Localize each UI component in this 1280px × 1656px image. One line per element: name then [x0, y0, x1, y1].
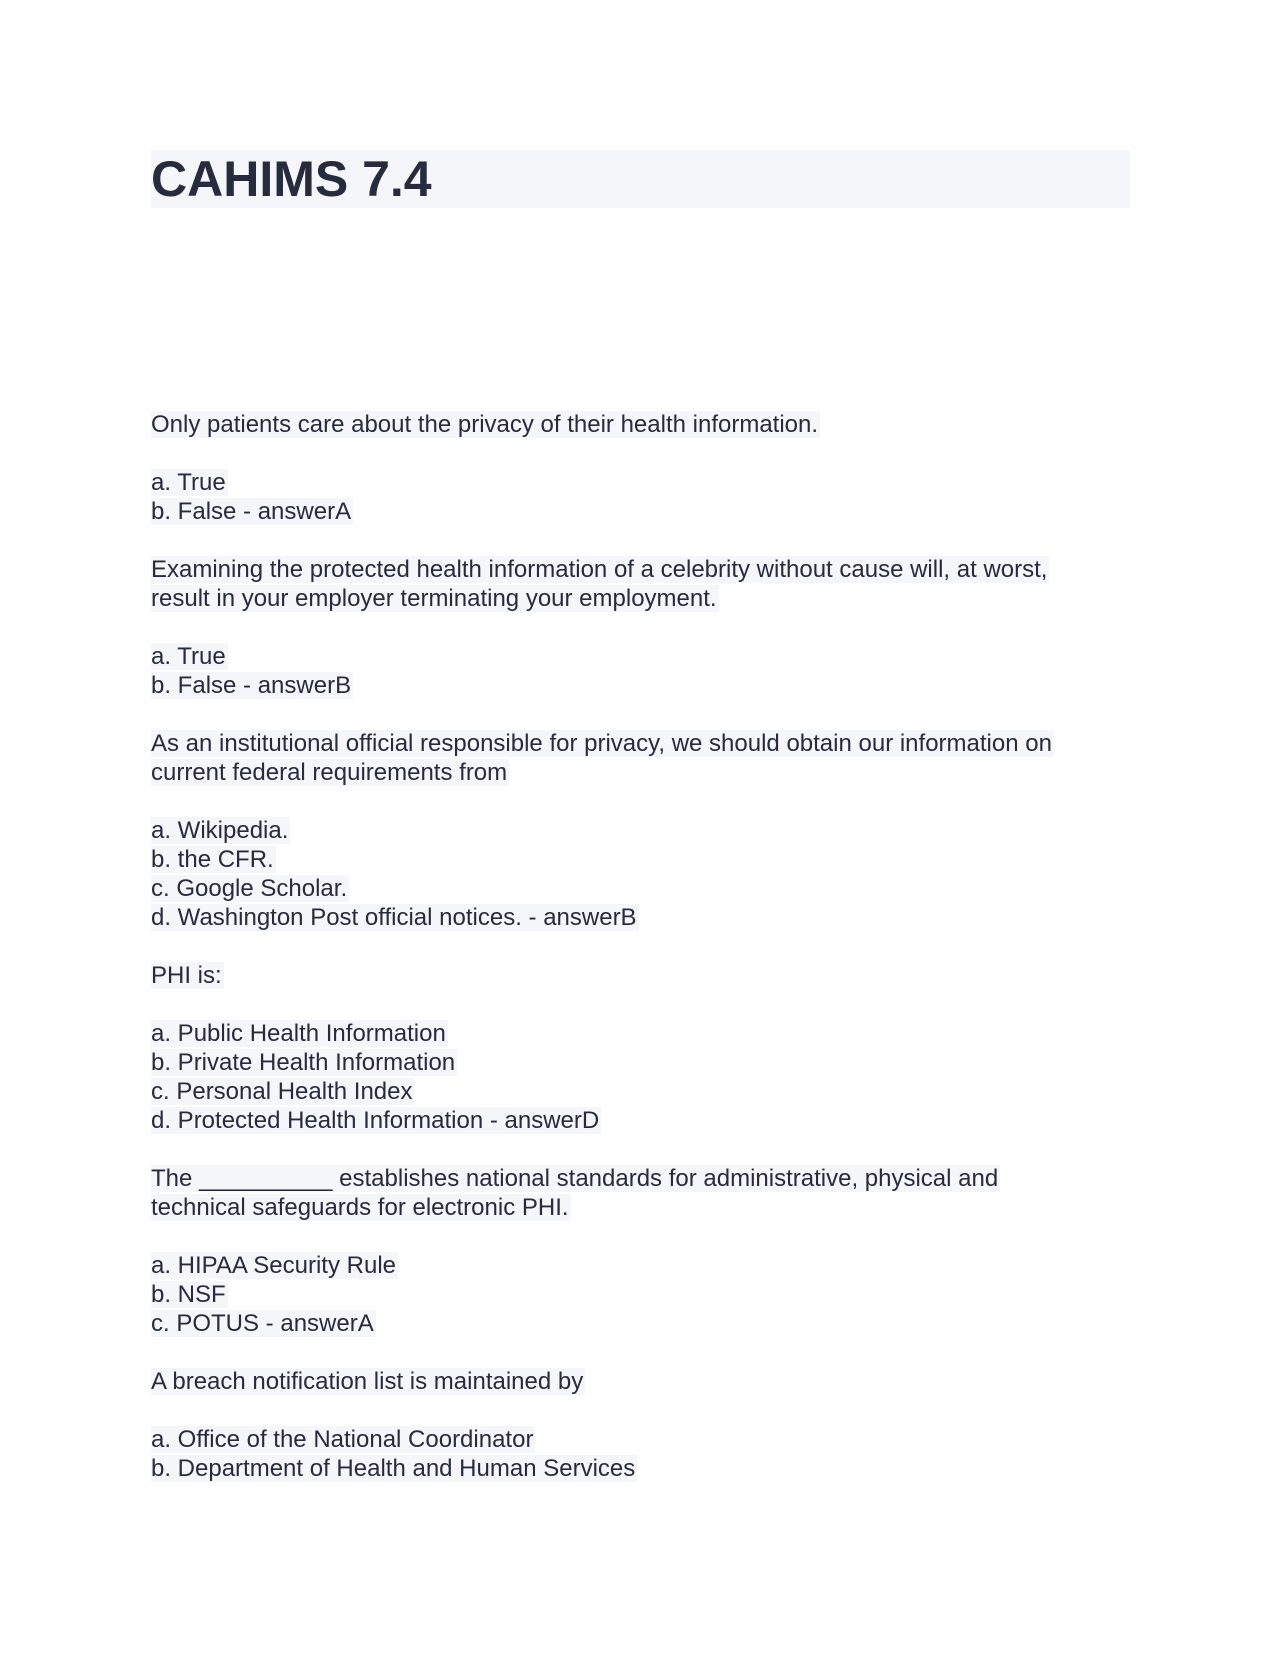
question-list [151, 410, 1151, 1483]
title-block [151, 150, 1130, 208]
answer-option: b. Private Health Information [151, 1049, 456, 1076]
question-block [151, 1164, 1151, 1367]
answer-option: b. Department of Health and Human Services [151, 1455, 636, 1482]
answer-option: b. False - answerA [151, 498, 352, 525]
answer-option: b. the CFR. [151, 846, 274, 873]
answer-option: a. True [151, 643, 226, 670]
answer-option: c. Google Scholar. [151, 875, 348, 902]
answer-option: b. NSF [151, 1281, 226, 1308]
question-block [151, 729, 1151, 961]
question-text: Examining the protected health information of a celebrity without cause will, at worst, [151, 556, 1048, 583]
question-text: result in your employer terminating your employment. [151, 585, 717, 612]
question-text: A breach notification list is maintained by [151, 1368, 584, 1395]
answer-option: a. Wikipedia. [151, 817, 289, 844]
question-text: technical safeguards for electronic PHI. [151, 1194, 569, 1221]
answer-option: a. Public Health Information [151, 1020, 446, 1047]
answer-option: a. True [151, 469, 226, 496]
answer-option: d. Washington Post official notices. - answerB [151, 904, 637, 931]
question-block [151, 1367, 1151, 1483]
document-title: CAHIMS 7.4 [151, 151, 432, 207]
question-block [151, 410, 1151, 555]
question-text: current federal requirements from [151, 759, 508, 786]
answer-option: c. POTUS - answerA [151, 1310, 374, 1337]
question-text: Only patients care about the privacy of their health information. [151, 411, 819, 438]
question-block [151, 555, 1151, 729]
question-text: The __________ establishes national standards for administrative, physical and [151, 1165, 999, 1192]
answer-option: a. Office of the National Coordinator [151, 1426, 534, 1453]
answer-option: a. HIPAA Security Rule [151, 1252, 396, 1279]
question-text: PHI is: [151, 962, 222, 989]
question-text: As an institutional official responsible for privacy, we should obtain our information on [151, 730, 1052, 757]
answer-option: d. Protected Health Information - answerD [151, 1107, 600, 1134]
question-block [151, 961, 1151, 1164]
answer-option: b. False - answerB [151, 672, 352, 699]
answer-option: c. Personal Health Index [151, 1078, 413, 1105]
